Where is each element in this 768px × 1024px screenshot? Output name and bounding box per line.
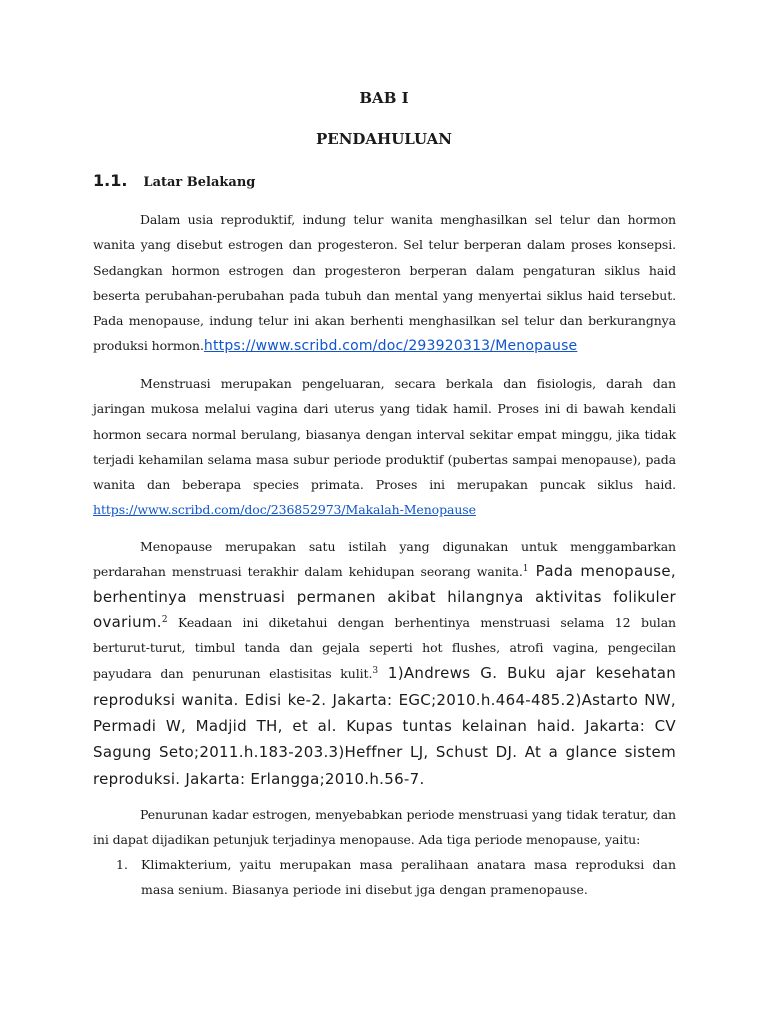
paragraph-1	[93, 207, 676, 360]
paragraph-2	[93, 371, 676, 523]
footnote-ref-1: 1	[522, 564, 529, 575]
list-item-text: Klimakterium, yaitu merupakan masa peralihaan anatara masa reproduksi dan masa senium. Biasanya periode ini disebut jga dengan pramenopause.	[141, 857, 676, 897]
list-item	[116, 852, 676, 902]
paragraph-4: Penurunan kadar estrogen, menyebabkan periode menstruasi yang tidak teratur, dan ini dapat dijadikan petunjuk terjadinya menopause. Ada tiga periode menopause, yaitu:	[93, 807, 676, 848]
paragraph-1-text: Dalam usia reproduktif, indung telur wanita menghasilkan sel telur dan hormon wanita yang disebut estrogen dan progesteron. Sel telur berperan dalam proses konsepsi. Sedangkan hormon estrogen dan progesteron berperan dalam pengaturan siklus haid beserta perubahan-perubahan pada tubuh dan mental yang menyertai siklus haid tersebut. Pada menopause, indung telur ini akan berhenti menghasilkan sel telur dan berkurangnya produksi hormon.	[93, 212, 676, 354]
scribd-link-menopause[interactable]: https://www.scribd.com/doc/293920313/Menopause	[203, 338, 578, 355]
footnote-ref-3: 3	[372, 666, 378, 677]
list-item-number: 1.	[116, 857, 128, 872]
paragraph-3	[93, 534, 676, 792]
scribd-link-makalah[interactable]: https://www.scribd.com/doc/236852973/Makalah-Menopause	[93, 502, 476, 518]
section-heading	[93, 171, 255, 190]
section-title: Latar Belakang	[143, 175, 256, 190]
chapter-label: BAB I	[359, 89, 409, 107]
paragraph-3-text-a: Menopause merupakan satu istilah yang digunakan untuk menggambarkan perdarahan menstruasi terakhir dalam kehidupan seorang wanita.	[93, 539, 676, 580]
reference-list: 1)Andrews G. Buku ajar kesehatan reproduksi wanita. Edisi ke-2. Jakarta: EGC;2010.h.464-485.2)Astarto NW, Permadi W, Madjid TH, et al. Kupas tuntas kelainan haid. Jakarta: CV Sagung Seto;2011.h.183-203.3)Heffner LJ, Schust DJ. At a glance sistem reproduksi. Jakarta: Erlangga;2010.h.56-7.	[93, 664, 676, 788]
paragraph-3-text-c: Keadaan ini diketahui dengan berhentinya menstruasi selama 12 bulan berturut-turut, timbul tanda dan gejala seperti hot flushes, atrofi vagina, pengecilan payudara dan penurunan elastisitas kulit.	[93, 614, 676, 682]
footnote-ref-2: 2	[161, 614, 168, 625]
paragraph-2-text: Menstruasi merupakan pengeluaran, secara berkala dan fisiologis, darah dan jaringan mukosa melalui vagina dari uterus yang tidak hamil. Proses ini di bawah kendali hormon secara normal berulang, biasanya dengan interval sekitar empat minggu, jika tidak terjadi kehamilan selama masa subur periode produktif (pubertas sampai menopause), pada wanita dan beberapa species primata. Proses ini merupakan puncak siklus haid.	[93, 376, 676, 493]
chapter-title: PENDAHULUAN	[315, 130, 453, 148]
menopause-periods-list	[116, 852, 676, 902]
paragraph-3-text-b: Pada menopause, berhentinya menstruasi permanen akibat hilangnya aktivitas folikuler ovarium.	[93, 562, 676, 631]
section-number: 1.1.	[93, 171, 128, 190]
